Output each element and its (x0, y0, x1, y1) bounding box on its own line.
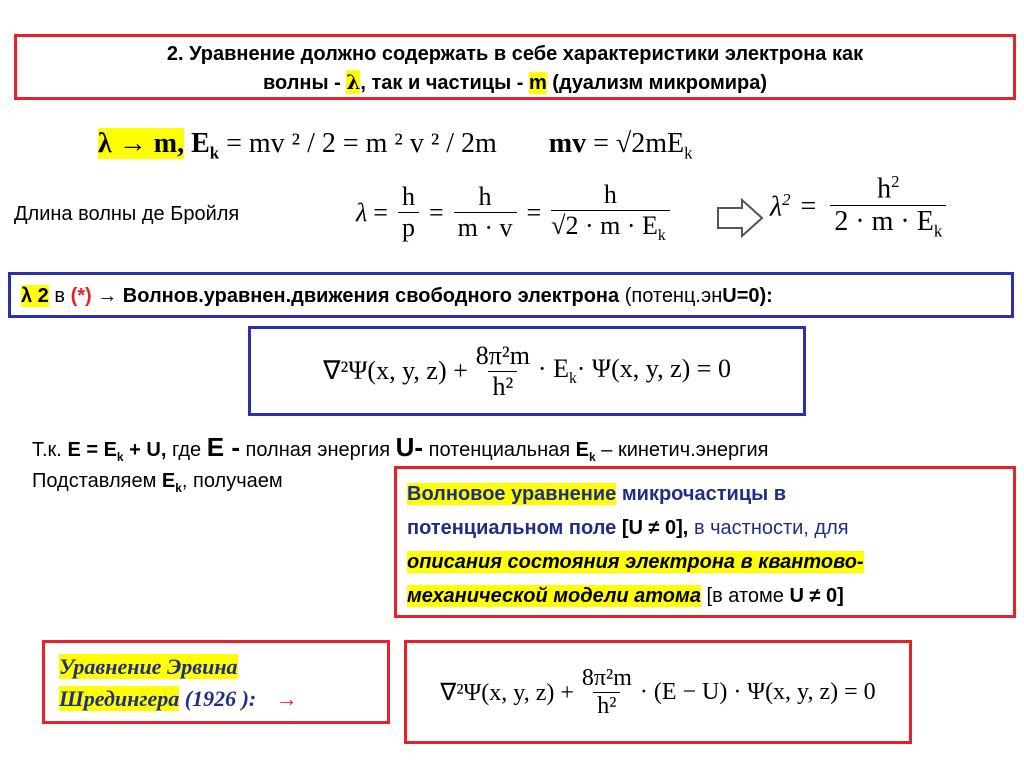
header-box (14, 34, 1016, 100)
frac-h-p: $\frac{h}{p}$ (398, 182, 419, 243)
free-electron-equation (323, 341, 731, 402)
gde: где (171, 439, 202, 461)
U-symbol: U- (395, 432, 424, 462)
full-energy: полная энергия (245, 439, 391, 461)
free-eq-title: → Волнов.уравнен.движения свободного электрона (97, 285, 620, 307)
header-text (17, 40, 1013, 97)
electron-state: описания состояния электрона в квантово- (407, 551, 864, 573)
cond-label: (потенц.эн (624, 285, 723, 307)
atom-u-nonzero: U ≠ 0] (789, 585, 844, 607)
eq2-frac: $\frac{\text{8π²m}}{\text{h²}}$ (581, 664, 632, 719)
header-line1: 2. Уравнение должно содержать в себе характеристики электрона как (166, 43, 864, 65)
right-arrow-icon (716, 198, 764, 238)
ek-expression: = mv ² / 2 = m ² v ² / 2m (226, 128, 497, 159)
schrodinger-year: (1926 ): (184, 686, 257, 711)
eq1-frac: $\frac{\text{8π²m}}{\text{h²}}$ (475, 340, 530, 401)
arrow-icon: → (275, 686, 298, 711)
in-particular: в частности, для (693, 517, 849, 539)
equals-3: = (526, 197, 542, 227)
debroglie-label: Длина волны де Бройля (14, 203, 240, 225)
header-m: m (528, 72, 547, 94)
energy-formula: $E = E_k + U$, (67, 439, 167, 464)
eq1-lhs: ∇²Ψ(x, y, z) + (323, 356, 468, 385)
micro-particle: микрочастицы в (621, 483, 787, 505)
lambda-to-m: λ → m, (98, 128, 185, 159)
eq1-rhs: · $E_k\cdot \Psi(x$, y, z) = 0 (537, 353, 731, 388)
header-lambda: λ (346, 70, 361, 94)
free-electron-equation-box (248, 326, 806, 416)
wave-equation-box (394, 466, 1016, 618)
potential-energy: потенциальная (428, 439, 571, 461)
equals-1: = (373, 197, 388, 227)
frac-h2: $\frac{h^2}{2 \cdot m \cdot E_k}$ (830, 172, 946, 242)
lambda-sq-lhs: $\lambda^2$ (770, 190, 791, 223)
u-nonzero: [U ≠ 0], (621, 517, 689, 539)
schrodinger-equation (440, 665, 875, 720)
Ek-symbol: $E_k$ (575, 439, 596, 464)
header-line2-a: волны - (262, 72, 341, 94)
debroglie-formula (356, 180, 674, 245)
relation-line (98, 128, 693, 164)
energy-line (32, 432, 768, 464)
potential-field: потенциальном поле (407, 517, 617, 539)
wave-eq-title: Волновое уравнение (407, 483, 617, 505)
header-line2-b: , так и частицы - (360, 72, 524, 94)
eq2-lhs: ∇²Ψ(x, y, z) + (440, 679, 574, 706)
atom-model: механической модели атома (407, 585, 701, 607)
schrodinger-line2: Шредингера (59, 686, 180, 711)
mv-expression: = $√2mE_k$ (593, 128, 693, 163)
cond-value: U=0): (722, 285, 773, 307)
lambda-squared-formula (770, 172, 950, 242)
schrodinger-label-box (42, 640, 390, 724)
free-electron-box (8, 272, 1014, 318)
star-ref: (*) (70, 285, 92, 307)
equals-2: = (428, 197, 444, 227)
ek-symbol: $E_k$ (191, 128, 220, 163)
tk: Т.к. (32, 439, 62, 461)
mv-symbol: mv (548, 128, 587, 159)
schrodinger-line1: Уравнение Эрвина (59, 654, 238, 679)
substitute-line: Подставляем $E_k$, получаем (32, 470, 283, 495)
header-line2-c: (дуализм микромира) (552, 72, 768, 94)
kinetic-energy: – кинетич.энергия (601, 439, 769, 461)
schrodinger-equation-box (404, 640, 912, 744)
frac-h-sqrt: $\frac{h}{√2 \cdot m \cdot E_k}$ (551, 180, 670, 245)
v-label: в (54, 285, 65, 307)
equals-4: = (800, 190, 817, 222)
lambda-symbol: λ (356, 197, 368, 227)
lambda2-label: λ 2 (21, 285, 49, 307)
in-atom: [в атоме (706, 585, 784, 607)
E-symbol: E - (206, 432, 240, 462)
eq2-rhs: · (E − U) · Ψ(x, y, z) = 0 (639, 678, 876, 705)
frac-h-mv: $\frac{h}{m \cdot v}$ (454, 182, 517, 243)
